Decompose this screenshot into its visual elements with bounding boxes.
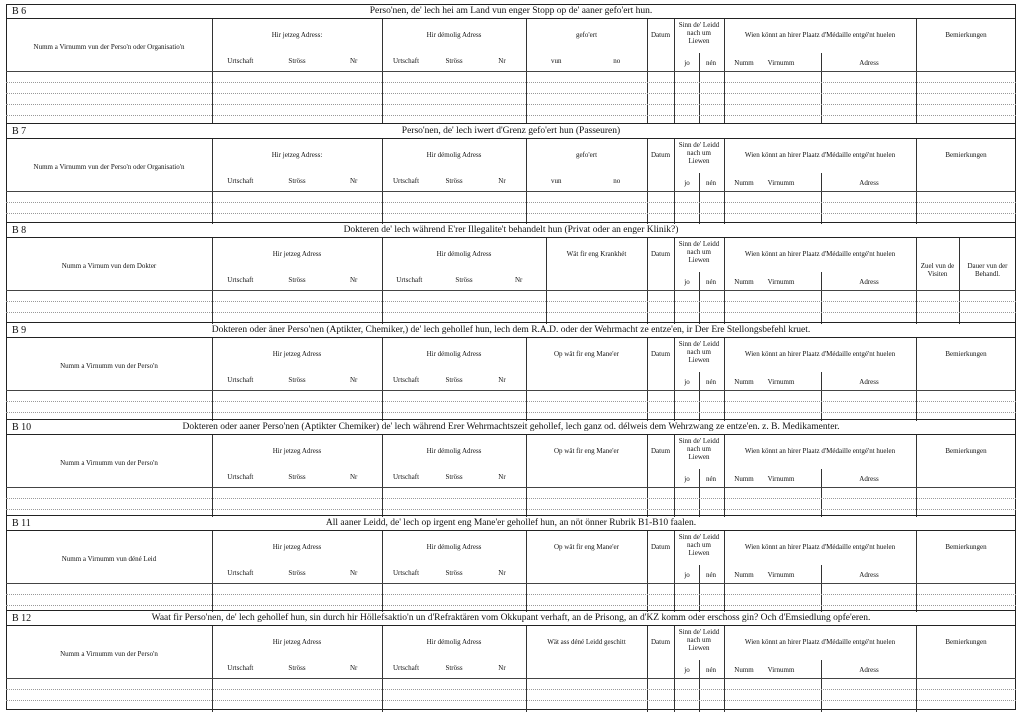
col-name-header: Numm a Virnum vun dem Dokter [61, 262, 157, 270]
col-extra-header: Op wät fir eng Mane'er [553, 447, 619, 455]
col-wien-header: Wien könnt an hirer Plaatz d'Médaille entgé'nt huelen [744, 350, 896, 358]
col-datum-header: Datum [650, 31, 671, 39]
col-current-address-header: Hir jetzeg Adress [272, 543, 322, 551]
section-table [6, 434, 1016, 517]
section-title: Dokteren oder äner Perso'nen (Aptikter, Chemiker,) de' lech gehollef hun, lech dem R.A.D. oder der Wehrmacht ze entze'en, ir Der Ere Stellongsbefehl kruet. [211, 325, 811, 335]
column-divider [212, 139, 213, 224]
row-line [6, 104, 1016, 105]
row-line [6, 115, 1016, 116]
col-name-header: Numm a Virnumm vun déné Leid [61, 555, 157, 563]
sinn-yes-label: jo [684, 59, 690, 67]
section-title: Perso'nen, de' lech hei am Land vun enger Stopp op de' aaner gefo'ert hun. [369, 6, 653, 16]
column-divider [916, 435, 917, 517]
section-table [6, 237, 1016, 324]
row-line [6, 498, 1016, 499]
addr-sub-label: Ströss [288, 276, 306, 284]
extra-sub-label: vun [551, 177, 562, 185]
col-current-address-header: Hir jetzeg Adress [272, 350, 322, 358]
subheader-line [212, 270, 382, 271]
subheader-line [212, 467, 382, 468]
col-wien-header: Wien könnt an hirer Plaatz d'Médaille entgé'nt huelen [744, 151, 896, 159]
subheader-line [382, 171, 526, 172]
section-code: B 11 [12, 518, 31, 529]
col-name-header: Numm a Virnumm vun der Perso'n [60, 650, 158, 658]
sinn-yes-label: jo [684, 179, 690, 187]
addr-sub-label: Urtschaft [227, 664, 254, 672]
col-former-address-header: Hir démolig Adress [436, 250, 492, 258]
addr-sub-label: Nr [498, 376, 506, 384]
col-wien-header: Wien könnt an hirer Plaatz d'Médaille entgé'nt huelen [744, 31, 896, 39]
subheader-line [674, 467, 724, 468]
column-divider [821, 53, 822, 124]
section-table [6, 337, 1016, 421]
addr-sub-label: Urtschaft [227, 473, 254, 481]
row-line [6, 202, 1016, 203]
addr-sub-label: Urtschaft [392, 57, 420, 65]
column-divider [212, 338, 213, 421]
subheader-line [212, 171, 382, 172]
row-line [6, 594, 1016, 595]
addr-sub-label: Urtschaft [227, 569, 254, 577]
col-current-address-header: Hir jetzeg Adress: [271, 31, 323, 39]
addr-sub-label: Urtschaft [392, 376, 420, 384]
addr-sub-label: Nr [498, 569, 506, 577]
col-sinn-header: Sinn de' Leidd nach um Liewen [678, 21, 720, 45]
col-former-address-header: Hir démolig Adress [426, 350, 482, 358]
extra-sub-label: no [613, 177, 621, 185]
subheader-line [674, 658, 724, 659]
col-name-header: Numm a Virnumm vun der Perso'n oder Organisatio'n [33, 43, 185, 51]
col-current-address-header: Hir jetzeg Adress: [271, 151, 323, 159]
addr-sub-label: Ströss [288, 376, 306, 384]
subheader-line [382, 658, 526, 659]
addr-sub-label: Ströss [288, 177, 306, 185]
section-title: All aaner Leidd, de' lech op irgent eng Mane'er gehollef hun, an nöt önner Rubrik B1-B10 faalen. [325, 518, 697, 528]
section-b7 [6, 123, 1016, 223]
row-line [6, 605, 1016, 606]
column-divider [674, 435, 675, 517]
addr-sub-label: Ströss [445, 664, 463, 672]
addr-sub-label: Urtschaft [392, 473, 420, 481]
wien-firstname-label: Virnumm [767, 571, 795, 579]
col-former-address-header: Hir démolig Adress [426, 151, 482, 159]
addr-sub-label: Nr [349, 376, 358, 384]
section-table [6, 138, 1016, 224]
row-line [6, 583, 1016, 584]
wien-firstname-label: Virnumm [767, 179, 795, 187]
subheader-line [674, 51, 724, 52]
row-line [6, 312, 1016, 313]
subheader-line [382, 270, 546, 271]
addr-sub-label: Urtschaft [227, 376, 254, 384]
col-remarks-header: Bemierkungen [945, 31, 987, 39]
row-line [6, 509, 1016, 510]
addr-sub-label: Ströss [455, 276, 473, 284]
col-sinn-header: Sinn de' Leidd nach um Liewen [678, 533, 720, 557]
addr-sub-label: Urtschaft [227, 57, 254, 65]
sinn-yes-label: jo [684, 475, 690, 483]
addr-sub-label: Ströss [445, 177, 463, 185]
section-title: Dokteren oder aaner Perso'nen (Aptikter Chemiker) de' lech während Erer Wehrmachtszeit gehollef, lech ganz od. délweis dem Wehrzwang ze entze'en. z. B. Medikamenter. [182, 422, 840, 432]
section-b8 [6, 222, 1016, 323]
column-divider [212, 531, 213, 612]
addr-sub-label: Ströss [445, 569, 463, 577]
addr-sub-label: Ströss [445, 57, 463, 65]
section-code: B 8 [12, 225, 27, 236]
col-duration-header: Dauer vun der Behandl. [967, 262, 1008, 278]
col-sinn-header: Sinn de' Leidd nach um Liewen [678, 240, 720, 264]
col-remarks-header: Bemierkungen [945, 350, 987, 358]
wien-name-label: Numm [734, 59, 754, 67]
addr-sub-label: Ströss [288, 569, 306, 577]
subheader-line [212, 51, 382, 52]
sinn-no-label: nén [705, 475, 717, 483]
addr-sub-label: Urtschaft [227, 276, 254, 284]
col-datum-header: Datum [650, 543, 671, 551]
addr-sub-label: Urtschaft [396, 276, 423, 284]
col-sinn-header: Sinn de' Leidd nach um Liewen [678, 437, 720, 461]
section-b6 [6, 4, 1016, 123]
wien-address-label: Adress [859, 666, 879, 674]
addr-sub-label: Nr [349, 276, 358, 284]
wien-name-label: Numm [734, 475, 754, 483]
row-line [6, 71, 1016, 72]
col-extra-header: Wät fir eng Krankhét [566, 250, 627, 258]
column-divider [821, 173, 822, 224]
subheader-line [382, 467, 526, 468]
col-former-address-header: Hir démolig Adress [426, 31, 482, 39]
addr-sub-label: Urtschaft [227, 177, 254, 185]
addr-sub-label: Nr [498, 177, 506, 185]
wien-name-label: Numm [734, 278, 754, 286]
row-line [6, 301, 1016, 302]
wien-name-label: Numm [734, 666, 754, 674]
col-extra-header: Wät ass déné Leidd geschitt [547, 638, 626, 646]
column-divider [382, 531, 383, 612]
wien-address-label: Adress [859, 179, 879, 187]
col-wien-header: Wien könnt an hirer Plaatz d'Médaille entgé'nt huelen [744, 250, 896, 258]
addr-sub-label: Nr [498, 57, 506, 65]
subheader-line [674, 370, 724, 371]
col-datum-header: Datum [650, 250, 671, 258]
row-line [6, 487, 1016, 488]
column-divider [916, 338, 917, 421]
addr-sub-label: Nr [349, 473, 358, 481]
col-current-address-header: Hir jetzeg Adress [272, 447, 322, 455]
column-divider [674, 139, 675, 224]
column-divider [674, 338, 675, 421]
wien-address-label: Adress [859, 378, 879, 386]
addr-sub-label: Nr [498, 664, 506, 672]
sinn-no-label: nén [705, 378, 717, 386]
wien-firstname-label: Virnumm [767, 666, 795, 674]
sinn-yes-label: jo [684, 278, 690, 286]
col-name-header: Numm a Virnumm vun der Perso'n oder Organisatio'n [33, 163, 185, 171]
col-former-address-header: Hir démolig Adress [426, 543, 482, 551]
row-line [6, 93, 1016, 94]
column-divider [526, 435, 527, 517]
sinn-no-label: nén [705, 666, 717, 674]
section-table [6, 18, 1016, 124]
col-wien-header: Wien könnt an hirer Plaatz d'Médaille entgé'nt huelen [744, 543, 896, 551]
subheader-line [212, 563, 382, 564]
sinn-yes-label: jo [684, 378, 690, 386]
column-divider [212, 435, 213, 517]
addr-sub-label: Nr [349, 177, 358, 185]
addr-sub-label: Ströss [445, 473, 463, 481]
section-table [6, 625, 1016, 712]
section-b12 [6, 610, 1016, 711]
col-remarks-header: Bemierkungen [945, 151, 987, 159]
wien-firstname-label: Virnumm [767, 278, 795, 286]
column-divider [724, 338, 725, 421]
sinn-no-label: nén [705, 59, 717, 67]
section-code: B 12 [12, 613, 32, 624]
row-line [6, 191, 1016, 192]
sinn-no-label: nén [705, 571, 717, 579]
addr-sub-label: Ströss [288, 473, 306, 481]
row-line [6, 689, 1016, 690]
col-remarks-header: Bemierkungen [945, 543, 987, 551]
col-extra-header: gefo'ert [575, 151, 598, 159]
extra-sub-label: vun [551, 57, 562, 65]
addr-sub-label: Urtschaft [392, 664, 420, 672]
col-name-header: Numm a Virnumm vun der Perso'n [60, 362, 158, 370]
wien-address-label: Adress [859, 59, 879, 67]
wien-name-label: Numm [734, 571, 754, 579]
wien-address-label: Adress [859, 475, 879, 483]
section-title: Perso'nen, de' lech iwert d'Grenz gefo'ert hun (Passeuren) [401, 126, 621, 136]
row-line [6, 390, 1016, 391]
row-line [6, 290, 1016, 291]
col-wien-header: Wien könnt an hirer Plaatz d'Médaille entgé'nt huelen [744, 638, 896, 646]
row-line [6, 700, 1016, 701]
col-sinn-header: Sinn de' Leidd nach um Liewen [678, 628, 720, 652]
wien-firstname-label: Virnumm [767, 475, 795, 483]
section-code: B 6 [12, 6, 27, 17]
section-code: B 9 [12, 325, 27, 336]
section-title: Waat fir Perso'nen, de' lech gehollef hun, sin durch hir Höllefsaktio'n un d'Refraktären vom Okkupant verhaft, an de Prisong, an d'KZ komm oder erschoss gin? Och d'Emsiedlung opfe'eren. [151, 613, 871, 623]
col-datum-header: Datum [650, 350, 671, 358]
sinn-no-label: nén [705, 179, 717, 187]
col-remarks-header: Bemierkungen [945, 638, 987, 646]
addr-sub-label: Ströss [445, 376, 463, 384]
sinn-yes-label: jo [684, 571, 690, 579]
row-line [6, 412, 1016, 413]
addr-sub-label: Nr [498, 473, 506, 481]
col-current-address-header: Hir jetzeg Adress [272, 638, 322, 646]
column-divider [526, 139, 527, 224]
col-sinn-header: Sinn de' Leidd nach um Liewen [678, 340, 720, 364]
subheader-line [382, 563, 526, 564]
wien-firstname-label: Virnumm [767, 59, 795, 67]
section-code: B 10 [12, 422, 32, 433]
subheader-line [674, 171, 724, 172]
column-divider [526, 531, 527, 612]
col-sinn-header: Sinn de' Leidd nach um Liewen [678, 141, 720, 165]
addr-sub-label: Ströss [288, 664, 306, 672]
row-line [6, 82, 1016, 83]
subheader-line [212, 370, 382, 371]
section-b10 [6, 419, 1016, 516]
column-divider [724, 531, 725, 612]
col-extra-header: Op wät fir eng Mane'er [553, 350, 619, 358]
column-divider [526, 338, 527, 421]
section-b9 [6, 322, 1016, 420]
col-former-address-header: Hir démolig Adress [426, 638, 482, 646]
col-name-header: Numm a Virnumm vun der Perso'n [60, 459, 158, 467]
section-table [6, 530, 1016, 612]
column-divider [916, 139, 917, 224]
section-b11 [6, 515, 1016, 611]
column-divider [821, 272, 822, 324]
subheader-line [674, 563, 724, 564]
wien-name-label: Numm [734, 378, 754, 386]
addr-sub-label: Nr [349, 57, 358, 65]
section-title: Dokteren de' lech während E'rer Illegalite't behandelt hun (Privat oder an enger Klinik?) [343, 225, 679, 235]
subheader-line [674, 270, 724, 271]
col-datum-header: Datum [650, 447, 671, 455]
section-code: B 7 [12, 126, 27, 137]
wien-address-label: Adress [859, 278, 879, 286]
col-datum-header: Datum [650, 151, 671, 159]
column-divider [916, 531, 917, 612]
addr-sub-label: Urtschaft [392, 569, 420, 577]
column-divider [821, 372, 822, 421]
col-wien-header: Wien könnt an hirer Plaatz d'Médaille entgé'nt huelen [744, 447, 896, 455]
addr-sub-label: Nr [514, 276, 523, 284]
subheader-line [212, 658, 382, 659]
col-former-address-header: Hir démolig Adress [426, 447, 482, 455]
column-divider [674, 531, 675, 612]
col-visits-header: Zuel vun de Visiten [920, 262, 955, 278]
wien-firstname-label: Virnumm [767, 378, 795, 386]
addr-sub-label: Nr [349, 569, 358, 577]
col-extra-header: Op wät fir eng Mane'er [553, 543, 619, 551]
column-divider [382, 338, 383, 421]
col-current-address-header: Hir jetzeg Adress [272, 250, 322, 258]
row-line [6, 401, 1016, 402]
subheader-line [382, 370, 526, 371]
row-line [6, 678, 1016, 679]
wien-address-label: Adress [859, 571, 879, 579]
addr-sub-label: Urtschaft [392, 177, 420, 185]
addr-sub-label: Ströss [288, 57, 306, 65]
column-divider [382, 435, 383, 517]
col-extra-header: gefo'ert [575, 31, 598, 39]
column-divider [821, 660, 822, 712]
row-line [6, 213, 1016, 214]
column-divider [382, 139, 383, 224]
column-divider [724, 139, 725, 224]
addr-sub-label: Nr [349, 664, 358, 672]
subheader-line [382, 51, 526, 52]
column-divider [724, 435, 725, 517]
sinn-yes-label: jo [684, 666, 690, 674]
extra-sub-label: no [613, 57, 621, 65]
col-datum-header: Datum [650, 638, 671, 646]
sinn-no-label: nén [705, 278, 717, 286]
col-remarks-header: Bemierkungen [945, 447, 987, 455]
wien-name-label: Numm [734, 179, 754, 187]
